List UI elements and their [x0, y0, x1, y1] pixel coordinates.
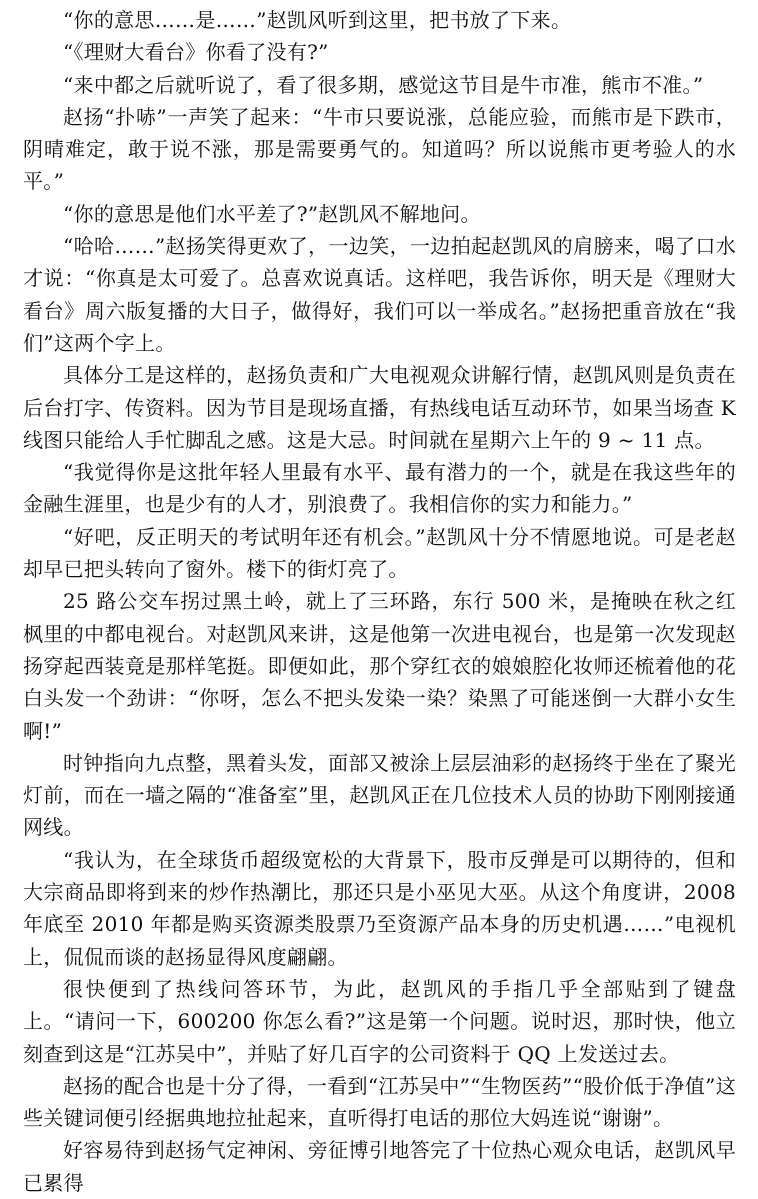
paragraph: 赵扬的配合也是十分了得，一看到“江苏吴中”“生物医药”“股价低于净值”这些关键词便引经据典地拉扯起来，直听得打电话的那位大妈连说“谢谢”。	[23, 1073, 736, 1131]
paragraph: 很快便到了热线问答环节，为此，赵凯风的手指几乎全部贴到了键盘上。“请问一下，600200 你怎么看?”这是第一个问题。说时迟，那时快，他立刻查到这是“江苏吴中”，并贴了好几百字的公司资料于 QQ 上发送过去。	[23, 976, 736, 1066]
paragraph: “你的意思是他们水平差了?”赵凯风不解地问。	[63, 201, 481, 226]
paragraph: “《理财大看台》你看了没有?”	[63, 40, 329, 65]
paragraph: 好容易待到赵扬气定神闲、旁征博引地答完了十位热心观众电话，赵凯风早已累得	[23, 1138, 736, 1195]
paragraph: 赵扬“扑哧”一声笑了起来：“牛市只要说涨，总能应验，而熊市是下跌市，阴晴难定，敢于说不涨，那是需要勇气的。知道吗？所以说熊市更考验人的水平。”	[23, 104, 736, 194]
paragraph: “好吧，反正明天的考试明年还有机会。”赵凯风十分不情愿地说。可是老赵却早已把头转向了窗外。楼下的街灯亮了。	[23, 524, 736, 582]
paragraph: 时钟指向九点整，黑着头发，面部又被涂上层层油彩的赵扬终于坐在了聚光灯前，而在一墙之隔的“准备室”里，赵凯风正在几位技术人员的协助下刚刚接通网线。	[23, 750, 736, 840]
paragraph: 具体分工是这样的，赵扬负责和广大电视观众讲解行情，赵凯风则是负责在后台打字、传资料。因为节目是现场直播，有热线电话互动环节，如果当场查 K 线图只能给人手忙脚乱之感。这是大忌。时间就在星期六上午的 9 ~ 11 点。	[23, 363, 736, 452]
paragraph: “我认为，在全球货币超级宽松的大背景下，股市反弹是可以期待的，但和大宗商品即将到来的炒作热潮比，那还只是小巫见大巫。从这个角度讲，2008 年底至 2010 年都是购买资源类股票乃至资源产品本身的历史机遇……”电视机上，侃侃而谈的赵扬显得风度翩翩。	[23, 847, 736, 969]
paragraph: “哈哈……”赵扬笑得更欢了，一边笑，一边拍起赵凯风的肩膀来，喝了口水才说：“你真是太可爱了。总喜欢说真话。这样吧，我告诉你，明天是《理财大看台》周六版复播的大日子，做得好，我们可以一举成名。”赵扬把重音放在“我们”这两个字上。	[23, 234, 736, 355]
paragraph: “我觉得你是这批年轻人里最有水平、最有潜力的一个，就是在我这些年的金融生涯里，也是少有的人才，别浪费了。我相信你的实力和能力。”	[23, 460, 736, 517]
paragraph: “来中都之后就听说了，看了很多期，感觉这节目是牛市准，熊市不准。”	[63, 72, 704, 97]
paragraph: “你的意思……是……”赵凯风听到这里，把书放了下来。	[63, 8, 572, 32]
paragraph: 25 路公交车拐过黑土岭，就上了三环路，东行 500 米，是掩映在秋之红枫里的中都电视台。对赵凯风来讲，这是他第一次进电视台，也是第一次发现赵扬穿起西装竟是那样笔挺。即便如此，那个穿红衣的娘娘腔化妆师还梳着他的花白头发一个劲讲：“你呀，怎么不把头发染一染？染黑了可能迷倒一大群小女生啊!”	[23, 589, 736, 743]
